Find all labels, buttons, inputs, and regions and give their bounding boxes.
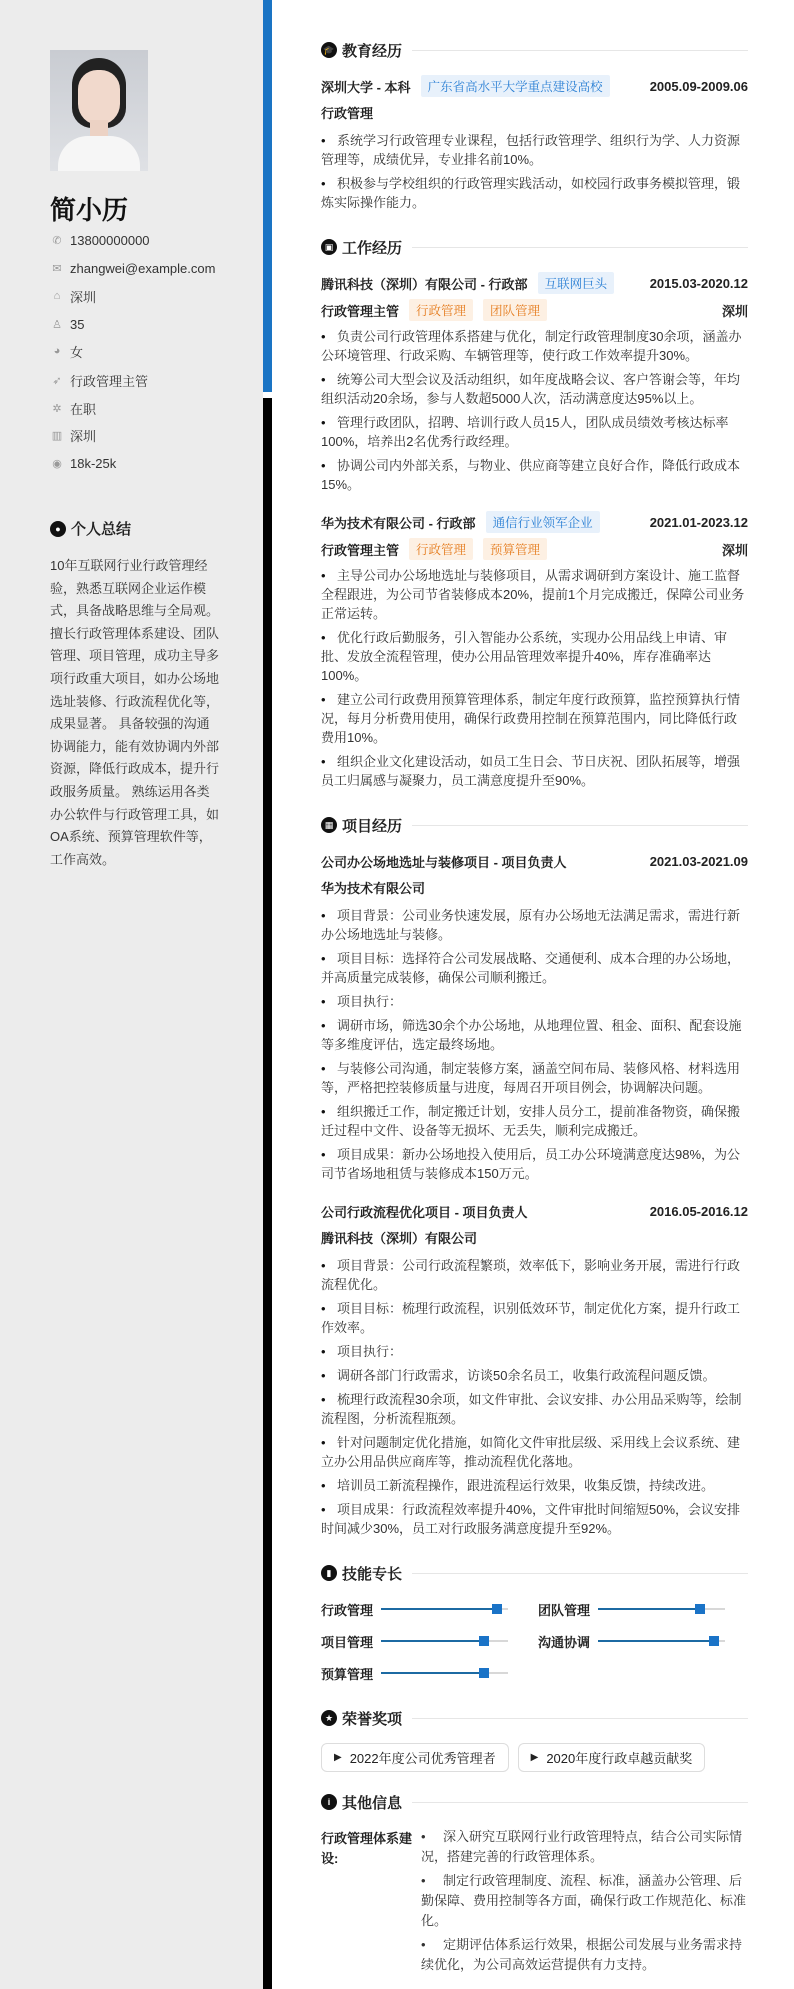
work-heading [321,237,748,257]
skill-name: 预算管理 [321,1666,374,1682]
projects-section [321,815,748,1538]
skill-fill [598,1640,714,1642]
summary-text: 10年互联网行业行政管理经验，熟悉互联网企业运作模式，具备战略思维与全局观。擅长行政管理体系建设、团队管理、项目管理，成功主导多项行政重大项目，如办公场地选址装修、行政流程优化等，成果显著。 具备较强的沟通协调能力，能有效协调内外部资源，降低行政成本，提升行政服务质量。 熟练运用各类办公软件与行政管理工具，如OA系统、预算管理软件等，工作高效。 [50,558,220,867]
projects-heading [321,815,748,835]
skill-thumb[interactable] [695,1604,705,1614]
skill-name: 行政管理 [321,1602,374,1618]
skill-name: 团队管理 [538,1602,591,1618]
contact-item [50,258,215,278]
list-item: • 管理行政团队，招聘、培训行政人员15人，团队成员绩效考核达标率100%，培养出2名优秀行政经理。 [321,413,748,451]
skill-slider[interactable] [598,1640,725,1642]
list-item: • 项目执行： [321,1342,748,1361]
job-date: 2021.01-2023.12 [649,514,748,530]
play-icon: ▶ [530,1752,539,1763]
project-entry [321,1200,748,1538]
skill-slider[interactable] [381,1608,508,1610]
skill-thumb[interactable] [709,1636,719,1646]
list-item: • 针对问题制定优化措施，如简化文件审批层级、采用线上会议系统、建立办公用品供应商库等，推动流程优化落地。 [321,1433,748,1471]
main-content [321,40,748,1979]
contact-value: 13800000000 [70,232,150,248]
skill-fill [381,1672,484,1674]
list-item: • 项目目标：选择符合公司发展战略、交通便利、成本合理的办公场地，并高质量完成装修，确保公司顺利搬迁。 [321,949,748,987]
mail-icon: ✉ [52,262,62,275]
education-date: 2005.09-2009.06 [649,78,748,94]
other-label: 行政管理体系建设: [321,1831,413,1866]
work-title: 工作经历 [342,239,403,257]
status-icon: ✲ [52,402,62,415]
play-icon: ▶ [334,1752,342,1763]
list-item: • 制定行政管理制度、流程、标准，涵盖办公管理、后勤保障、费用控制等各方面，确保行政工作规范化、标准化。 [421,1871,748,1931]
project-date: 2016.05-2016.12 [649,1203,748,1219]
contact-item [50,314,84,334]
summary-heading [50,518,131,539]
phone-icon: ✆ [52,234,62,247]
contact-item [50,370,148,390]
job-date: 2015.03-2020.12 [649,275,748,291]
grid-icon: ▦ [321,817,337,833]
contact-value: 18k-25k [70,455,117,471]
send-icon: ➶ [52,374,62,387]
list-item: • 项目执行： [321,992,748,1011]
list-item: • 项目成果：新办公场地投入使用后，员工办公环境满意度达98%，为公司节省场地租赁与装修成本150万元。 [321,1145,748,1183]
honor-item [321,1743,509,1772]
contact-value: zhangwei@example.com [70,260,216,276]
list-item: • 建立公司行政费用预算管理体系，制定年度行政预算，监控预算执行情况，每月分析费用使用，确保行政费用控制在预算范围内，同比降低行政费用10%。 [321,690,748,747]
list-item: • 项目背景：公司业务快速发展，原有办公场地无法满足需求，需进行新办公场地选址与装修。 [321,906,748,944]
list-item: • 统筹公司大型会议及活动组织，如年度战略会议、客户答谢会等，年均组织活动20余场，参与人数超5000人次，活动满意度达95%以上。 [321,370,748,408]
work-section [321,237,748,790]
building-icon: ▥ [51,429,63,442]
other-bullets [421,1827,748,1979]
school: 深圳大学 - 本科 [321,79,411,95]
major: 行政管理 [321,106,374,121]
candidate-name: 简小历 [50,195,129,225]
graduation-cap-icon: 🎓 [321,42,337,58]
summary-title: 个人总结 [71,521,132,538]
other-title: 其他信息 [342,1794,403,1812]
honors-heading [321,1708,748,1728]
honor-item [518,1743,706,1772]
user-icon: ● [50,521,66,537]
list-item: • 深入研究互联网行业行政管理特点，结合公司实际情况，搭建完善的行政管理体系。 [421,1827,748,1867]
skills-heading [321,1563,748,1583]
job-header [321,272,748,294]
skill-name: 沟通协调 [538,1634,591,1650]
list-item: • 调研市场，筛选30余个办公场地，从地理位置、租金、面积、配套设施等多维度评估，选定最终场地。 [321,1016,748,1054]
age-icon: ♙ [52,318,62,331]
skill-fill [381,1640,484,1642]
other-heading [321,1792,748,1812]
list-item: • 组织企业文化建设活动，如员工生日会、节日庆祝、团队拓展等，增强员工归属感与凝聚力，员工满意度提升至90%。 [321,752,748,790]
other-section [321,1792,748,1979]
skill-thumb[interactable] [479,1636,489,1646]
list-item: • 协调公司内外部关系，与物业、供应商等建立良好合作，降低行政成本15%。 [321,456,748,494]
contact-item [50,286,96,306]
skills-section [321,1563,748,1688]
briefcase-icon: ▣ [321,239,337,255]
skill-item [321,1630,508,1652]
project-entry [321,850,748,1183]
project-company: 腾讯科技（深圳）有限公司 [321,1231,478,1246]
education-section [321,40,748,212]
list-item: • 项目背景：公司行政流程繁琐，效率低下，影响业务开展，需进行行政流程优化。 [321,1256,748,1294]
job-entry [321,272,748,494]
project-date: 2021.03-2021.09 [649,853,748,869]
skill-fill [381,1608,497,1610]
skill-item [321,1598,508,1620]
project-bullets [321,906,748,1183]
gender-icon: ◕ [53,345,61,357]
info-icon: i [321,1794,337,1810]
home-icon: ⌂ [53,290,61,302]
skill-item [538,1630,725,1652]
list-item: • 调研各部门行政需求，访谈50余名员工，收集行政流程问题反馈。 [321,1366,748,1385]
sidebar [0,0,263,1989]
education-entry [321,75,748,212]
contact-item [50,425,96,445]
list-item: • 梳理行政流程30余项，如文件审批、会议安排、办公用品采购等，绘制流程图，分析流程瓶颈。 [321,1390,748,1428]
skill-tag: 行政管理 [409,538,473,560]
skill-slider[interactable] [598,1608,725,1610]
contact-value: 深圳 [70,428,97,444]
company-tag: 互联网巨头 [538,272,615,294]
project-header [321,850,748,872]
list-item: • 负责公司行政管理体系搭建与优化，制定行政管理制度30余项，涵盖办公环境管理、行政采购、车辆管理等，使行政工作效率提升30%。 [321,327,748,365]
honor-text: 2020年度行政卓越贡献奖 [546,1751,693,1766]
honors-title: 荣誉奖项 [342,1710,403,1728]
skills-list [321,1598,748,1688]
job-header [321,511,748,533]
job-bullets [321,327,748,494]
project-company: 华为技术有限公司 [321,881,426,896]
contact-item [50,398,96,418]
job-city: 深圳 [721,303,748,319]
job-role: 行政管理主管 [321,542,400,558]
skill-slider[interactable] [381,1640,508,1642]
education-bullets [321,131,748,212]
list-item: • 优化行政后勤服务，引入智能办公系统，实现办公用品线上申请、审批、发放全流程管理，使办公用品管理效率提升40%，库存准确率达100%。 [321,628,748,685]
list-item: • 项目目标：梳理行政流程，识别低效环节，制定优化方案，提升行政工作效率。 [321,1299,748,1337]
school-tag: 广东省高水平大学重点建设高校 [421,75,610,97]
contact-value: 深圳 [70,289,97,305]
skill-tag: 团队管理 [483,299,547,321]
education-heading [321,40,748,60]
skill-tag: 预算管理 [483,538,547,560]
company-tag: 通信行业领军企业 [486,511,600,533]
list-item: • 项目成果：行政流程效率提升40%，文件审批时间缩短50%，会议安排时间减少30%，员工对行政服务满意度提升至92%。 [321,1500,748,1538]
project-header [321,1200,748,1222]
accent-bar [263,0,272,392]
job-role-row [321,538,748,560]
profile-photo [50,50,148,171]
job-bullets [321,566,748,790]
contact-item [50,341,83,361]
honors-section [321,1708,748,1772]
job-role: 行政管理主管 [321,303,400,319]
bar-chart-icon: ▮ [321,1565,337,1581]
award-icon: ★ [321,1710,337,1726]
skills-title: 技能专长 [342,1565,403,1583]
project-name: 公司办公场地选址与装修项目 - 项目负责人 [321,854,567,870]
job-city: 深圳 [721,542,748,558]
projects-title: 项目经历 [342,817,403,835]
salary-icon: ◉ [52,457,62,470]
job-entry [321,511,748,790]
list-item: • 组织搬迁工作，制定搬迁计划，安排人员分工，提前准备物资，确保搬迁过程中文件、设备等无损坏、无丢失，顺利完成搬迁。 [321,1102,748,1140]
list-item: • 与装修公司沟通，制定装修方案，涵盖空间布局、装修风格、材料选用等，严格把控装修质量与进度，每周召开项目例会，协调解决问题。 [321,1059,748,1097]
divider-bar [263,398,272,1989]
list-item: • 积极参与学校组织的行政管理实践活动，如校园行政事务模拟管理，锻炼实际操作能力。 [321,174,748,212]
contact-item [50,453,116,473]
company: 腾讯科技（深圳）有限公司 - 行政部 [321,276,528,292]
project-name: 公司行政流程优化项目 - 项目负责人 [321,1204,528,1220]
skill-name: 项目管理 [321,1634,374,1650]
contact-value: 35 [70,316,85,332]
skill-thumb[interactable] [479,1668,489,1678]
contact-value: 女 [70,344,84,360]
contact-value: 行政管理主管 [70,373,149,389]
contact-value: 在职 [70,401,97,417]
education-title: 教育经历 [342,42,403,60]
company: 华为技术有限公司 - 行政部 [321,515,476,531]
project-bullets [321,1256,748,1538]
skill-tag: 行政管理 [409,299,473,321]
list-item: • 系统学习行政管理专业课程，包括行政管理学、组织行为学、人力资源管理等，成绩优异，专业排名前10%。 [321,131,748,169]
skill-item [321,1662,508,1684]
other-entry [321,1827,748,1979]
skill-slider[interactable] [381,1672,508,1674]
job-role-row [321,299,748,321]
skill-fill [598,1608,700,1610]
contact-item [50,230,150,250]
list-item: • 定期评估体系运行效果，根据公司发展与业务需求持续优化，为公司高效运营提供有力支持。 [421,1935,748,1975]
honor-text: 2022年度公司优秀管理者 [349,1751,496,1766]
skill-thumb[interactable] [492,1604,502,1614]
skill-item [538,1598,725,1620]
list-item: • 主导公司办公场地选址与装修项目，从需求调研到方案设计、施工监督全程跟进，为公司节省装修成本20%，提前1个月完成搬迁，保障公司业务正常运转。 [321,566,748,623]
list-item: • 培训员工新流程操作，跟进流程运行效果，收集反馈，持续改进。 [321,1476,748,1495]
